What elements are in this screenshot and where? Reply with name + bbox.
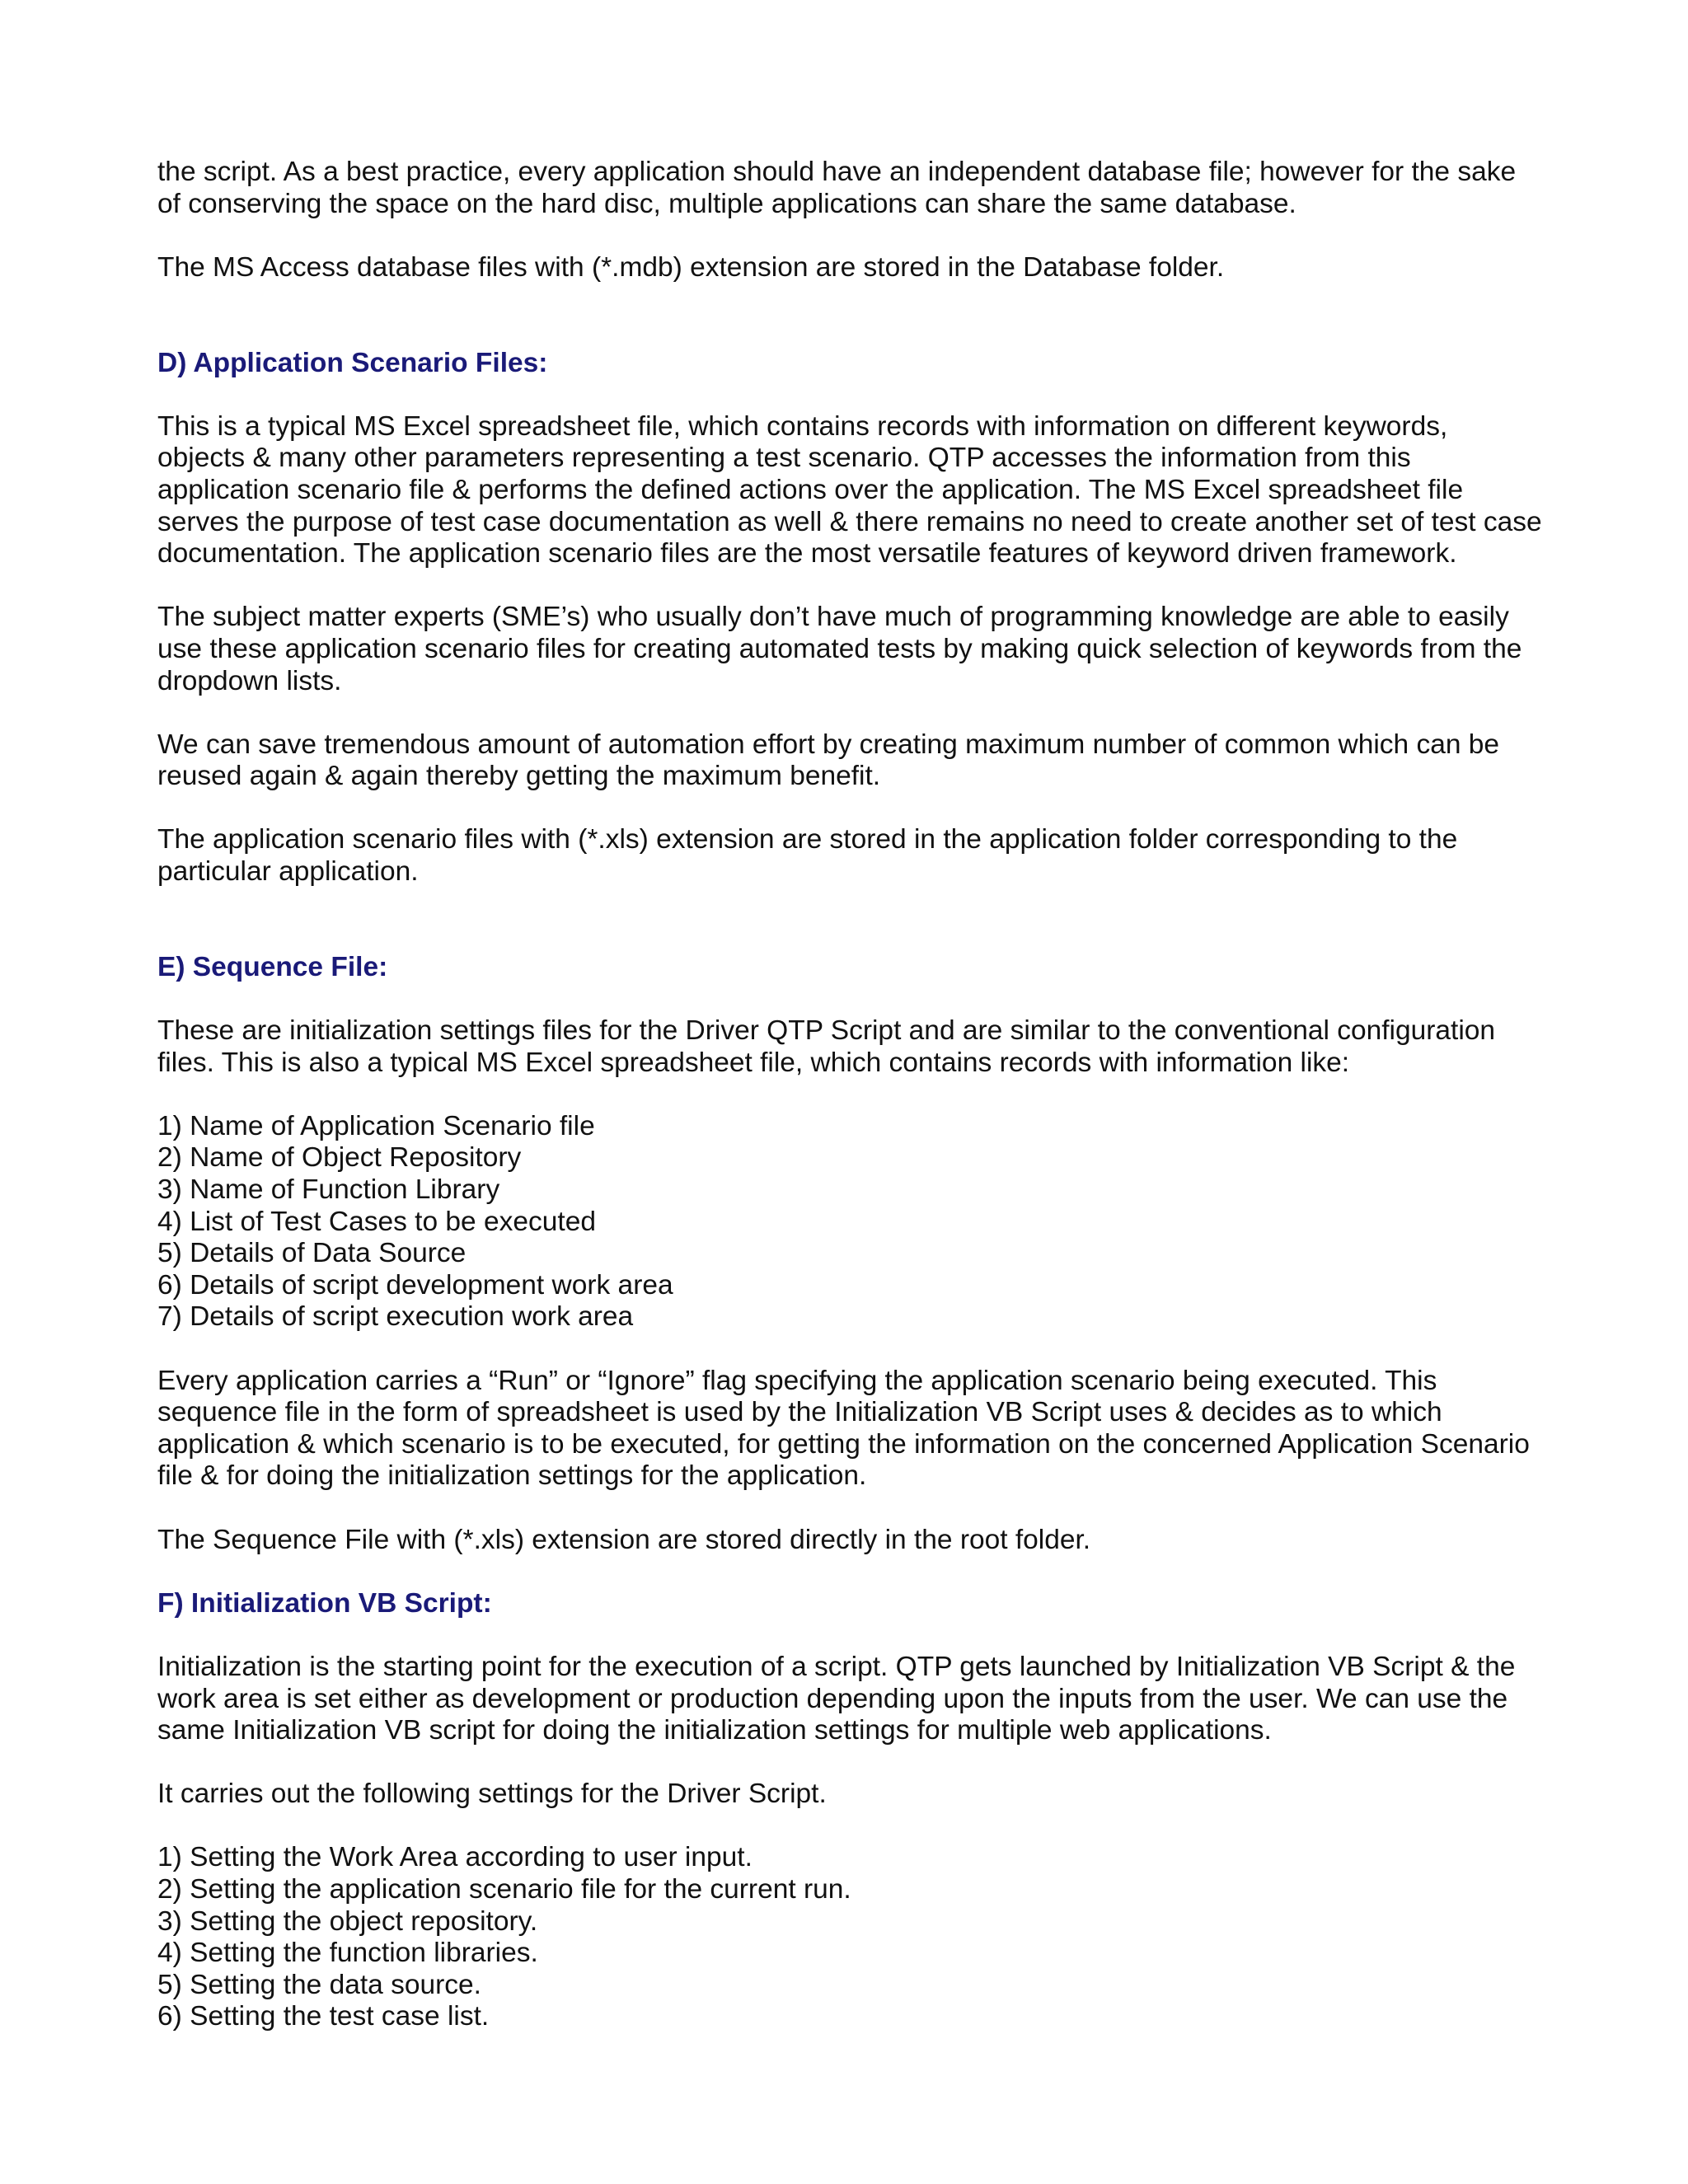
list-item: 1) Setting the Work Area according to user input. bbox=[157, 1842, 753, 1873]
section-e-paragraph-1: These are initialization settings files for the Driver QTP Script and are similar to the conventional configuration files. This is also a typical MS Excel spreadsheet file, which contains records with information like: bbox=[157, 1015, 1496, 1078]
section-d-paragraph-1: This is a typical MS Excel spreadsheet file, which contains records with information on different keywords, objects & many other parameters representing a test scenario. QTP accesses the information from this application scenario file & performs the defined actions over the application. The MS Excel spreadsheet file serves the purpose of test case documentation as well & there remains no need to create another set of test case documentation. The application scenario files are the most versatile features of keyword driven framework. bbox=[157, 410, 1542, 569]
spacer bbox=[157, 379, 1542, 411]
section-e-heading: E) Sequence File: bbox=[157, 951, 388, 982]
list-item: 4) List of Test Cases to be executed bbox=[157, 1206, 596, 1237]
list-item: 4) Setting the function libraries. bbox=[157, 1938, 538, 1969]
section-d-paragraph-2: The subject matter experts (SME’s) who usually don’t have much of programming knowledge are able to easily use these application scenario files for creating automated tests by making quick selection of keywords from the dropdown lists. bbox=[157, 602, 1522, 696]
list-item: 5) Details of Data Source bbox=[157, 1238, 467, 1269]
section-f-heading: F) Initialization VB Script: bbox=[157, 1587, 492, 1619]
spacer bbox=[157, 697, 1542, 729]
spacer bbox=[157, 793, 1542, 825]
spacer bbox=[157, 983, 1542, 1015]
section-f-list bbox=[157, 1842, 1542, 2033]
spacer bbox=[157, 888, 1542, 952]
list-item: 3) Setting the object repository. bbox=[157, 1905, 538, 1937]
section-e-paragraph-2: Every application carries a “Run” or “Ignore” flag specifying the application scenario being executed. This sequence file in the form of spreadsheet is used by the Initialization VB Script uses & decides as to which application & which scenario is to be executed, for getting the information on the concerned Application Scenario file & for doing the initialization settings for the application. bbox=[157, 1365, 1530, 1492]
spacer bbox=[157, 1811, 1542, 1843]
document-page bbox=[157, 157, 1542, 2033]
list-item: 1) Name of Application Scenario file bbox=[157, 1110, 595, 1141]
spacer bbox=[157, 1079, 1542, 1111]
spacer bbox=[157, 220, 1542, 252]
list-item: 5) Setting the data source. bbox=[157, 1969, 481, 2000]
intro-paragraph-1: the script. As a best practice, every application should have an independent database file; however for the sake of conserving the space on the hard disc, multiple applications can share the same database. bbox=[157, 157, 1517, 219]
section-e-paragraph-3: The Sequence File with (*.xls) extension are stored directly in the root folder. bbox=[157, 1524, 1091, 1555]
spacer bbox=[157, 1747, 1542, 1779]
intro-paragraph-2: The MS Access database files with (*.mdb) extension are stored in the Database folder. bbox=[157, 251, 1225, 283]
spacer bbox=[157, 1333, 1542, 1366]
list-item: 3) Name of Function Library bbox=[157, 1174, 500, 1205]
list-item: 2) Setting the application scenario file for the current run. bbox=[157, 1874, 851, 1905]
section-f-paragraph-2: It carries out the following settings for the Driver Script. bbox=[157, 1779, 827, 1810]
list-item: 7) Details of script execution work area bbox=[157, 1301, 634, 1333]
section-f-paragraph-1: Initialization is the starting point for the execution of a script. QTP gets launched by Initialization VB Script & the work area is set either as development or production depending upon the inputs from the user. We can use the same Initialization VB script for doing the initialization settings for multiple web applications. bbox=[157, 1651, 1516, 1746]
list-item: 2) Name of Object Repository bbox=[157, 1142, 522, 1174]
spacer bbox=[157, 1556, 1542, 1588]
spacer bbox=[157, 284, 1542, 347]
section-d-paragraph-3: We can save tremendous amount of automation effort by creating maximum number of common which can be reused again & again thereby getting the maximum benefit. bbox=[157, 729, 1500, 792]
section-d-paragraph-4: The application scenario files with (*.xls) extension are stored in the application folder corresponding to the particular application. bbox=[157, 824, 1458, 888]
spacer bbox=[157, 570, 1542, 602]
list-item: 6) Details of script development work area bbox=[157, 1269, 673, 1301]
spacer bbox=[157, 1619, 1542, 1652]
section-d-heading: D) Application Scenario Files: bbox=[157, 347, 548, 378]
list-item: 6) Setting the test case list. bbox=[157, 2001, 490, 2032]
section-e-list bbox=[157, 1111, 1542, 1333]
spacer bbox=[157, 1493, 1542, 1525]
